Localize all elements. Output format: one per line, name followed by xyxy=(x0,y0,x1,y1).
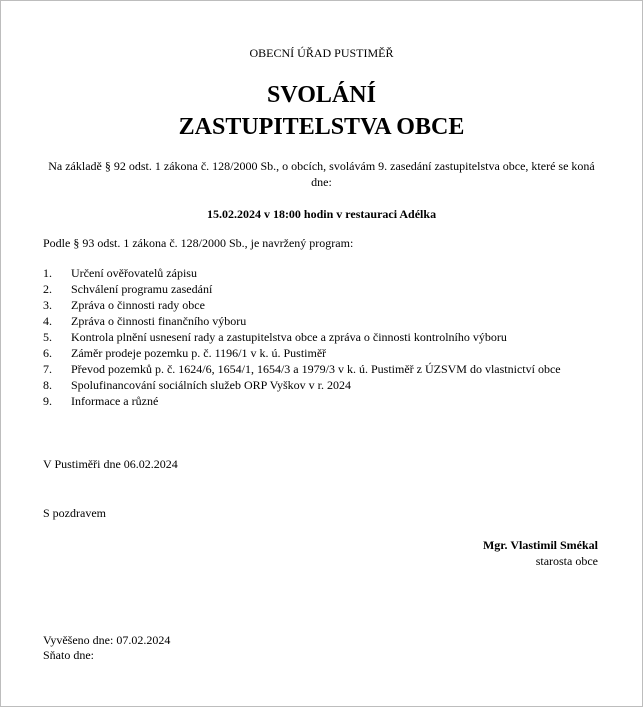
signatory-role: starosta obce xyxy=(535,554,598,568)
agenda-item-text: Kontrola plnění usnesení rady a zastupitelstva obce a zpráva o činnosti kontrolního výboru xyxy=(71,330,507,344)
posted-date: Vyvěšeno dne: 07.02.2024 xyxy=(43,633,171,647)
intro-paragraph: Na základě § 92 odst. 1 zákona č. 128/2000 Sb., o obcích, svolávám 9. zasedání zastupitelstva obce, které se koná dne: xyxy=(48,159,595,189)
agenda-item-number: 1. xyxy=(43,266,52,280)
agenda-item-text: Schválení programu zasedání xyxy=(71,282,213,296)
removed-date: Sňato dne: xyxy=(43,648,94,662)
agenda-item xyxy=(43,265,603,281)
agenda-item-text: Záměr prodeje pozemku p. č. 1196/1 v k. ú. Pustiměř xyxy=(71,346,327,360)
agenda-item-number: 8. xyxy=(43,378,52,392)
agenda-item xyxy=(43,313,603,329)
agenda-item-text: Informace a různé xyxy=(71,394,159,408)
agenda-item xyxy=(43,281,603,297)
program-intro: Podle § 93 odst. 1 zákona č. 128/2000 Sb., je navržený program: xyxy=(43,236,354,250)
agenda-item-text: Převod pozemků p. č. 1624/6, 1654/1, 1654/3 a 1979/3 v k. ú. Pustiměř z ÚZSVM do vlastnictví obce xyxy=(71,362,561,376)
agenda-item-number: 7. xyxy=(43,362,52,376)
greeting: S pozdravem xyxy=(43,506,106,520)
office-name: OBECNÍ ÚŘAD PUSTIMĚŘ xyxy=(249,46,394,60)
agenda-item-number: 4. xyxy=(43,314,52,328)
agenda-item-text: Zpráva o činnosti finančního výboru xyxy=(71,314,247,328)
agenda-item-number: 2. xyxy=(43,282,52,296)
agenda-item-number: 9. xyxy=(43,394,52,408)
agenda-item xyxy=(43,377,603,393)
agenda-item-text: Zpráva o činnosti rady obce xyxy=(71,298,205,312)
title-line-2: ZASTUPITELSTVA OBCE xyxy=(178,114,465,140)
agenda-item xyxy=(43,345,603,361)
agenda-list xyxy=(43,265,603,409)
agenda-item-number: 6. xyxy=(43,346,52,360)
agenda-item-number: 5. xyxy=(43,330,52,344)
agenda-item-number: 3. xyxy=(43,298,52,312)
agenda-item-text: Určení ověřovatelů zápisu xyxy=(71,266,197,280)
agenda-item xyxy=(43,361,603,377)
title-line-1: SVOLÁNÍ xyxy=(267,82,376,108)
agenda-item xyxy=(43,329,603,345)
agenda-item xyxy=(43,297,603,313)
agenda-item xyxy=(43,393,603,409)
meeting-date-place: 15.02.2024 v 18:00 hodin v restauraci Adélka xyxy=(206,207,437,221)
place-and-date: V Pustiměři dne 06.02.2024 xyxy=(43,457,178,471)
agenda-item-text: Spolufinancování sociálních služeb ORP Vyškov v r. 2024 xyxy=(71,378,351,392)
signatory-name: Mgr. Vlastimil Smékal xyxy=(482,538,598,552)
